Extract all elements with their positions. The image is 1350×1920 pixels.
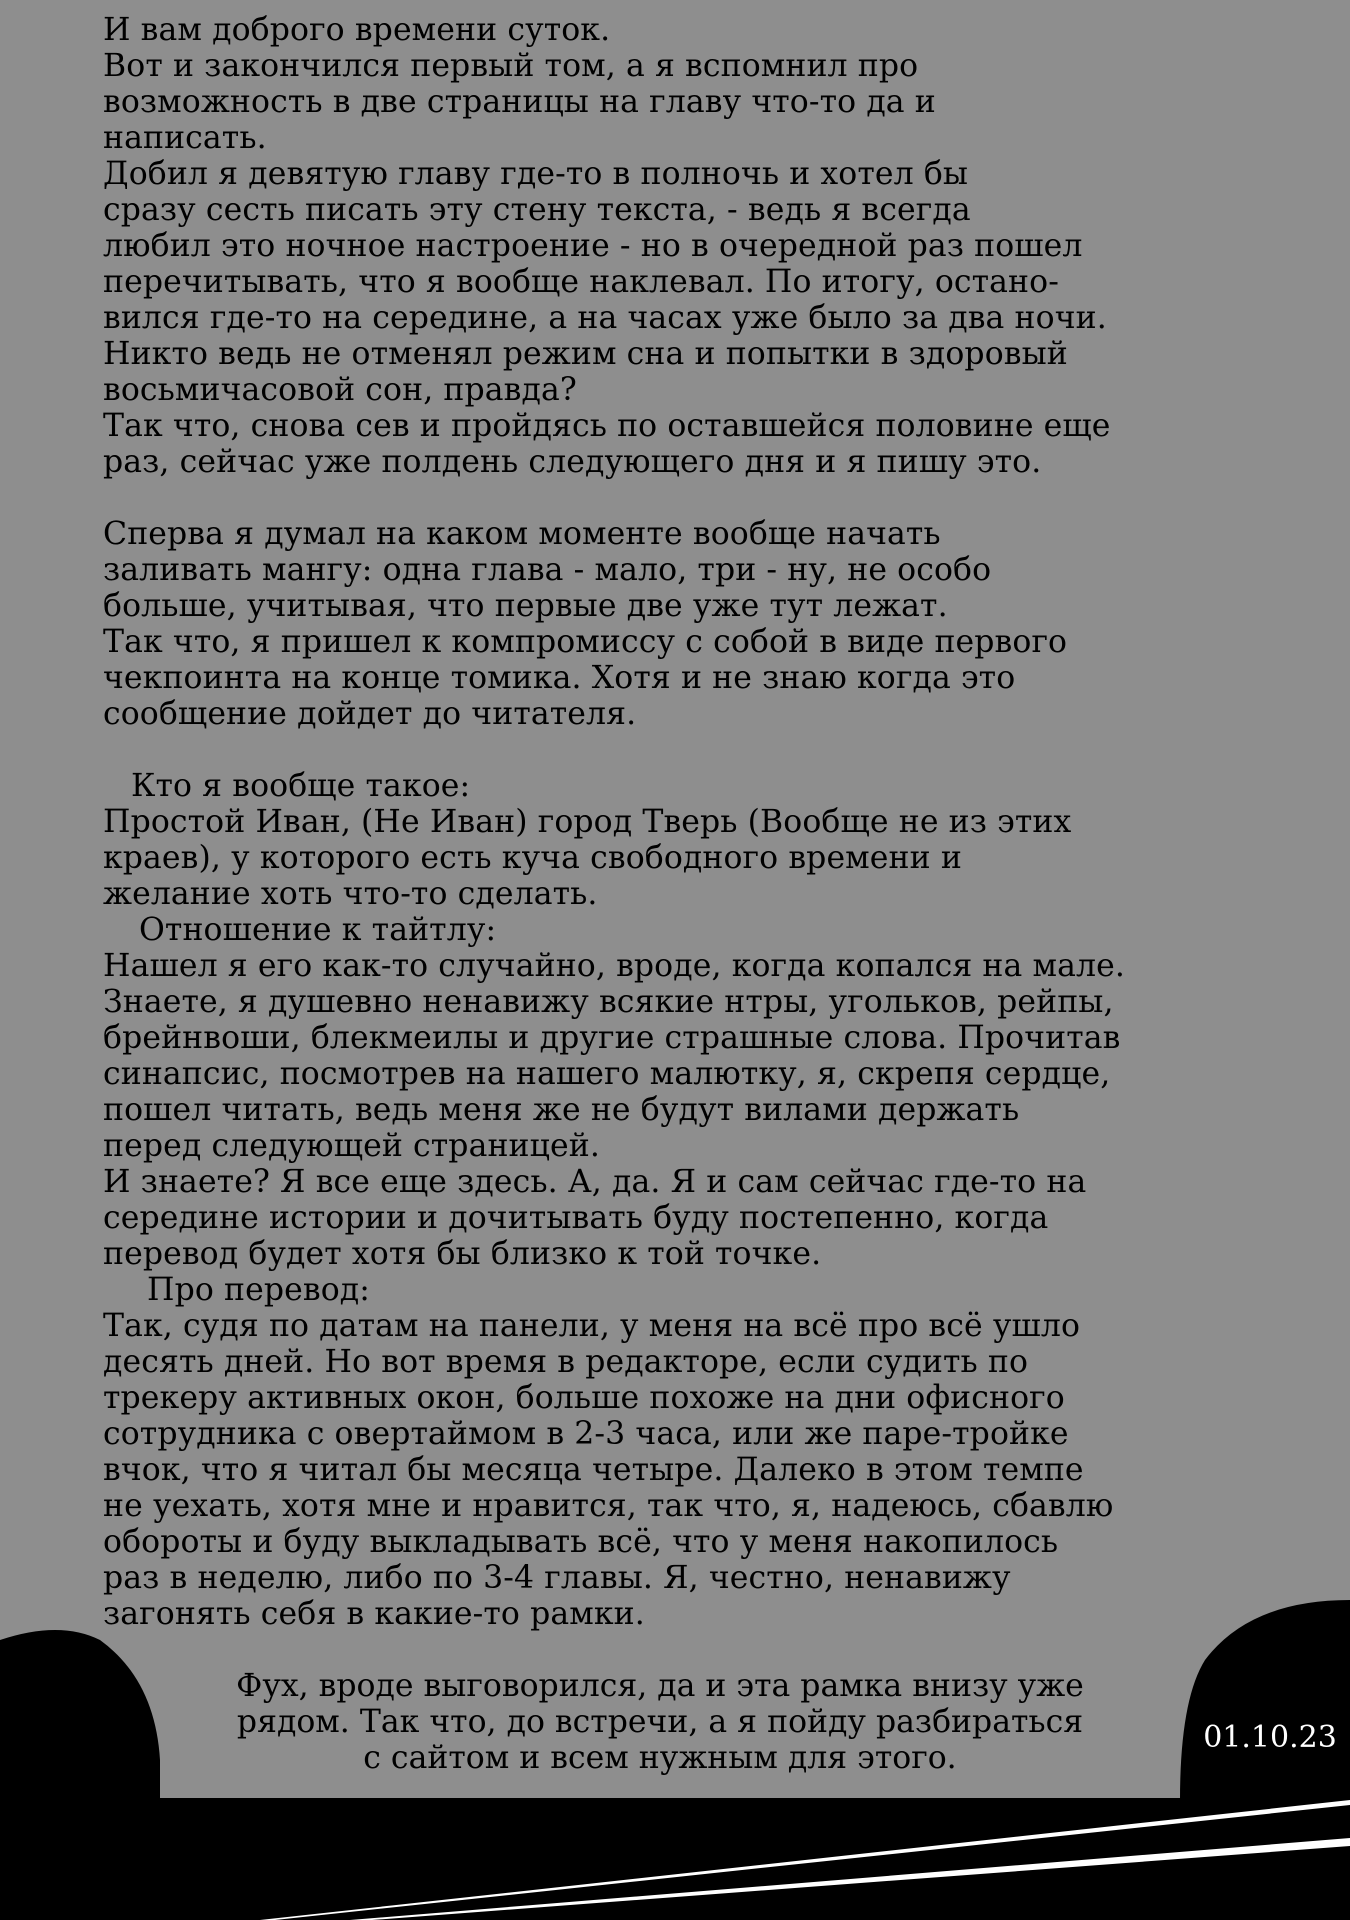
text-line: желание хоть что-то сделать. xyxy=(103,876,598,912)
text-line: Нашел я его как-то случайно, вроде, когда копался на мале. xyxy=(103,948,1125,984)
text-line: сотрудника с овертаймом в 2-3 часа, или же паре-тройке xyxy=(103,1416,1069,1452)
text-line: чекпоинта на конце томика. Хотя и не знаю когда это xyxy=(103,660,1016,696)
text-line: перед следующей страницей. xyxy=(103,1128,600,1164)
section-heading-title: Отношение к тайтлу: xyxy=(139,912,497,948)
text-line: пошел читать, ведь меня же не будут вилами держать xyxy=(103,1092,1020,1128)
text-line: сразу сесть писать эту стену текста, - ведь я всегда xyxy=(103,192,971,228)
text-line: И знаете? Я все еще здесь. А, да. Я и сам сейчас где-то на xyxy=(103,1164,1087,1200)
text-line: трекеру активных окон, больше похоже на дни офисного xyxy=(103,1380,1065,1416)
text-line: больше, учитывая, что первые две уже тут лежат. xyxy=(103,588,948,624)
text-line: восьмичасовой сон, правда? xyxy=(103,372,577,408)
text-line: Так что, снова сев и пройдясь по оставшейся половине еще xyxy=(103,408,1111,444)
text-line: Так, судя по датам на панели, у меня на всё про всё ушло xyxy=(103,1308,1081,1344)
text-line: Знаете, я душевно ненавижу всякие нтры, угольков, рейпы, xyxy=(103,984,1114,1020)
closing-line: рядом. Так что, до встречи, а я пойду разбираться xyxy=(236,1704,1084,1740)
text-line: сообщение дойдет до читателя. xyxy=(103,696,637,732)
text-line: десять дней. Но вот время в редакторе, если судить по xyxy=(103,1344,1029,1380)
text-line: краев), у которого есть куча свободного времени и xyxy=(103,840,962,876)
text-line: Простой Иван, (Не Иван) город Тверь (Вообще не из этих xyxy=(103,804,1072,840)
text-line: Сперва я думал на каком моменте вообще начать xyxy=(103,516,941,552)
date-label: 01.10.23 xyxy=(1203,1720,1337,1755)
text-line: вчок, что я читал бы месяца четыре. Далеко в этом темпе xyxy=(103,1452,1084,1488)
text-line: перевод будет хотя бы близко к той точке. xyxy=(103,1236,822,1272)
text-line: раз, сейчас уже полдень следующего дня и я пишу это. xyxy=(103,444,1042,480)
text-line: загонять себя в какие-то рамки. xyxy=(103,1596,645,1632)
text-line: Никто ведь не отменял режим сна и попытки в здоровый xyxy=(103,336,1068,372)
closing-note xyxy=(150,1668,1170,1776)
text-line: Добил я девятую главу где-то в полночь и хотел бы xyxy=(103,156,969,192)
text-line: не уехать, хотя мне и нравится, так что, я, надеюсь, сбавлю xyxy=(103,1488,1114,1524)
text-line: раз в неделю, либо по 3-4 главы. Я, честно, ненавижу xyxy=(103,1560,1011,1596)
text-line: возможность в две страницы на главу что-то да и xyxy=(103,84,936,120)
text-line: середине истории и дочитывать буду постепенно, когда xyxy=(103,1200,1049,1236)
text-line: Вот и закончился первый том, а я вспомнил про xyxy=(103,48,919,84)
section-heading-who: Кто я вообще такое: xyxy=(131,768,471,804)
closing-line: Фух, вроде выговорился, да и эта рамка внизу уже xyxy=(236,1668,1084,1704)
text-line: вился где-то на середине, а на часах уже было за два ночи. xyxy=(103,300,1107,336)
text-line: любил это ночное настроение - но в очередной раз пошел xyxy=(103,228,1083,264)
text-line: И вам доброго времени суток. xyxy=(103,12,611,48)
text-line: синапсис, посмотрев на нашего малютку, я, скрепя сердце, xyxy=(103,1056,1111,1092)
text-line: написать. xyxy=(103,120,267,156)
closing-line: с сайтом и всем нужным для этого. xyxy=(363,1740,957,1776)
section-heading-translation: Про перевод: xyxy=(147,1272,370,1308)
text-line: Так что, я пришел к компромиссу с собой в виде первого xyxy=(103,624,1068,660)
text-line: брейнвоши, блекмеилы и другие страшные слова. Прочитав xyxy=(103,1020,1121,1056)
text-line: обороты и буду выкладывать всё, что у меня накопилось xyxy=(103,1524,1059,1560)
text-line: заливать мангу: одна глава - мало, три - ну, не особо xyxy=(103,552,992,588)
text-line: перечитывать, что я вообще наклевал. По итогу, остано- xyxy=(103,264,1059,300)
